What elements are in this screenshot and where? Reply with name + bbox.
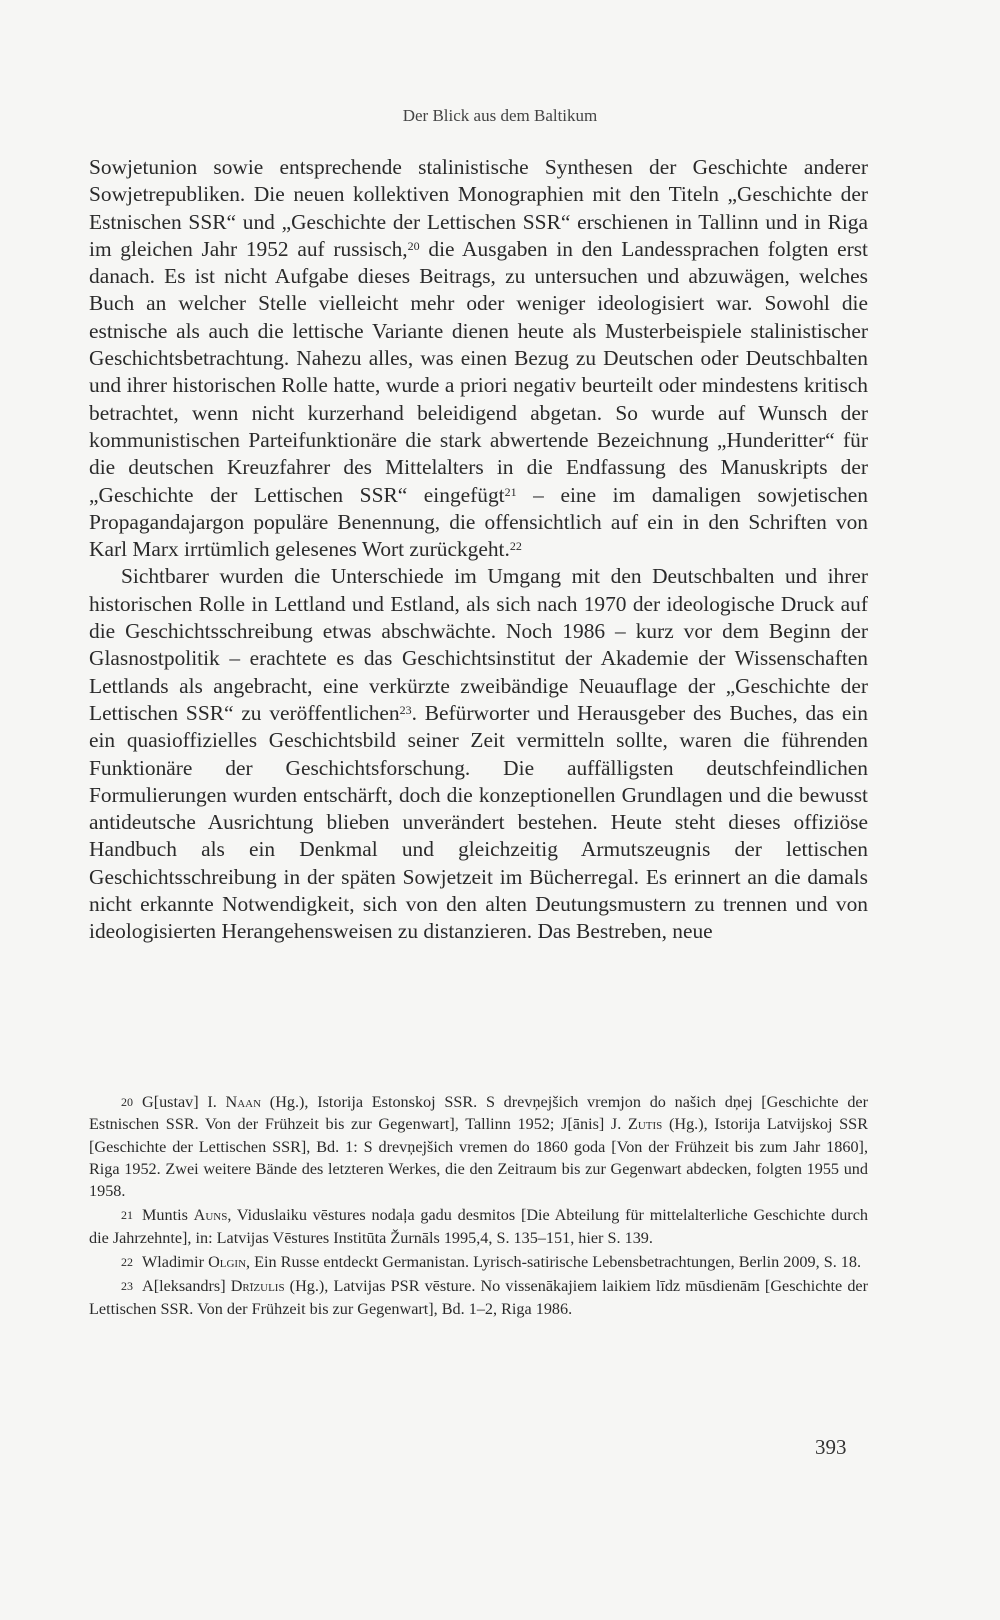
footnote-text: , Viduslaiku vēstures nodaļa gadu desmitos [Die Abteilung für mittelalterliche Geschichte durch die Jahrzehnte], in: Latvijas Vēstures Institūta Žurnāls 1995,4, S. 135–151, hier S. 139.	[89, 1206, 868, 1247]
footnote-text: A[leksandrs]	[142, 1277, 231, 1296]
footnote-ref-23[interactable]: 23	[399, 702, 412, 717]
footnote-number: 21	[121, 1208, 133, 1223]
footnote-text: (Hg.), Latvijas PSR vēsture. No vissenākajiem laikiem līdz mūsdienām [Geschichte der Lettischen SSR. Von der Frühzeit bis zur Gegenwart], Bd. 1–2, Riga 1986.	[89, 1277, 868, 1318]
footnote-ref-21[interactable]: 21	[504, 484, 517, 499]
footnote-text: G[ustav] I.	[142, 1093, 226, 1111]
paragraph-2-part-1: Sichtbarer wurden die Unterschiede im Umgang mit den Deutschbalten und ihrer historischen Rolle in Lettland und Estland, als sich nach 1970 der ideologische Druck auf die Geschichtsschreibung etwas abschwächte. Noch 1986 – kurz vor dem Beginn der Glasnostpolitik – erachtete es das Geschichtsinstitut der Akademie der Wissenschaften Lettlands als angebracht, eine verkürzte zweibändige Neuauflage der „Geschichte der Lettischen SSR“ zu veröffentlichen	[89, 564, 868, 725]
footnote-number: 23	[121, 1279, 133, 1294]
footnote-number: 20	[121, 1095, 133, 1109]
footnote-ref-22[interactable]: 22	[509, 539, 522, 554]
footnote-text: , Ein Russe entdeckt Germanistan. Lyrisch-satirische Lebensbetrachtungen, Berlin 2009, S. 18.	[246, 1253, 862, 1272]
footnote-number: 22	[121, 1255, 133, 1270]
footnote-author: Olgin	[208, 1253, 247, 1272]
footnote-author: Zutis	[627, 1115, 663, 1134]
footnote-20	[89, 1091, 868, 1202]
footnote-22	[89, 1251, 868, 1273]
main-text	[89, 154, 868, 946]
footnote-text: Wladimir	[142, 1253, 209, 1272]
paragraph-1	[89, 154, 868, 563]
footnote-text: (Hg.), Istorija Estonskoj SSR. S drevņejšich vremjon do našich dņej [Geschichte der Estnischen SSR. Von der Frühzeit bis zur Gegenwart], Tallinn 1952; J[ānis] J.	[89, 1093, 868, 1134]
footnote-text: Muntis	[142, 1206, 194, 1225]
footnote-23	[89, 1275, 868, 1320]
footnote-ref-20[interactable]: 20	[407, 238, 420, 253]
paragraph-1-part-3: – eine im damaligen sowjetischen Propagandajargon populäre Benennung, die offensichtlich auf ein in den Schriften von Karl Marx irrtümlich gelesenes Wort zurückgeht.	[89, 482, 868, 562]
footnote-author: Drīzulis	[230, 1277, 285, 1296]
running-head: Der Blick aus dem Baltikum	[402, 106, 598, 125]
footnote-author: Auns	[193, 1206, 228, 1225]
paragraph-2-part-2: . Befürworter und Herausgeber des Buches, das ein ein quasioffizielles Geschichtsbild seiner Zeit vermitteln sollte, waren die führenden Funktionäre der Geschichtsforschung. Die auffälligsten deutschfeindlichen Formulierungen wurden entschärft, doch die konzeptionellen Grundlagen und die bewusst antideutsche Ausrichtung blieben unverändert bestehen. Heute steht dieses offiziöse Handbuch als ein Denkmal und gleichzeitig Armutszeugnis der lettischen Geschichtsschreibung in der späten Sowjetzeit im Bücherregal. Es erinnert an die damals nicht erkannte Notwendigkeit, sich von den alten Deutungsmustern zu trennen und von ideologisierten Herangehensweisen zu distanzieren. Das Bestreben, neue	[89, 700, 868, 944]
footnote-text: (Hg.), Istorija Latvijskoj SSR [Geschichte der Lettischen SSR], Bd. 1: S drevņejšich vremen do 1860 goda [Von der Frühzeit bis zum Jahr 1860], Riga 1952. Zwei weitere Bände des letzteren Werkes, die den Zeitraum bis zur Gegenwart abdecken, folgten 1955 und 1958.	[89, 1115, 868, 1201]
footnote-author: Naan	[225, 1093, 262, 1111]
footnotes	[89, 1091, 868, 1322]
footnote-21	[89, 1204, 868, 1249]
page-number: 393	[815, 1435, 847, 1459]
paragraph-1-part-2: die Ausgaben in den Landessprachen folgten erst danach. Es ist nicht Aufgabe dieses Beitrags, zu untersuchen und abzuwägen, welches Buch an welcher Stelle vielleicht mehr oder weniger ideologisiert war. Sowohl die estnische als auch die lettische Variante dienen heute als Musterbeispiele stalinistischer Geschichtsbetrachtung. Nahezu alles, was einen Bezug zu Deutschen oder Deutschbalten und ihrer historischen Rolle hatte, wurde a priori negativ beurteilt oder mindestens kritisch betrachtet, wenn nicht kurzerhand beleidigend abgetan. So wurde auf Wunsch der kommunistischen Parteifunktionäre die stark abwertende Bezeichnung „Hunderitter“ für die deutschen Kreuzfahrer des Mittelalters in die Endfassung des Manuskripts der „Geschichte der Lettischen SSR“ eingefügt	[89, 236, 868, 507]
paragraph-1-part-1: Sowjetunion sowie entsprechende stalinistische Synthesen der Geschichte anderer Sowjetrepubliken. Die neuen kollektiven Monographien mit den Titeln „Geschichte der Estnischen SSR“ und „Geschichte der Lettischen SSR“ erschienen in Tallinn und in Riga im gleichen Jahr 1952 auf russisch,	[89, 155, 868, 261]
paragraph-2	[89, 563, 868, 945]
